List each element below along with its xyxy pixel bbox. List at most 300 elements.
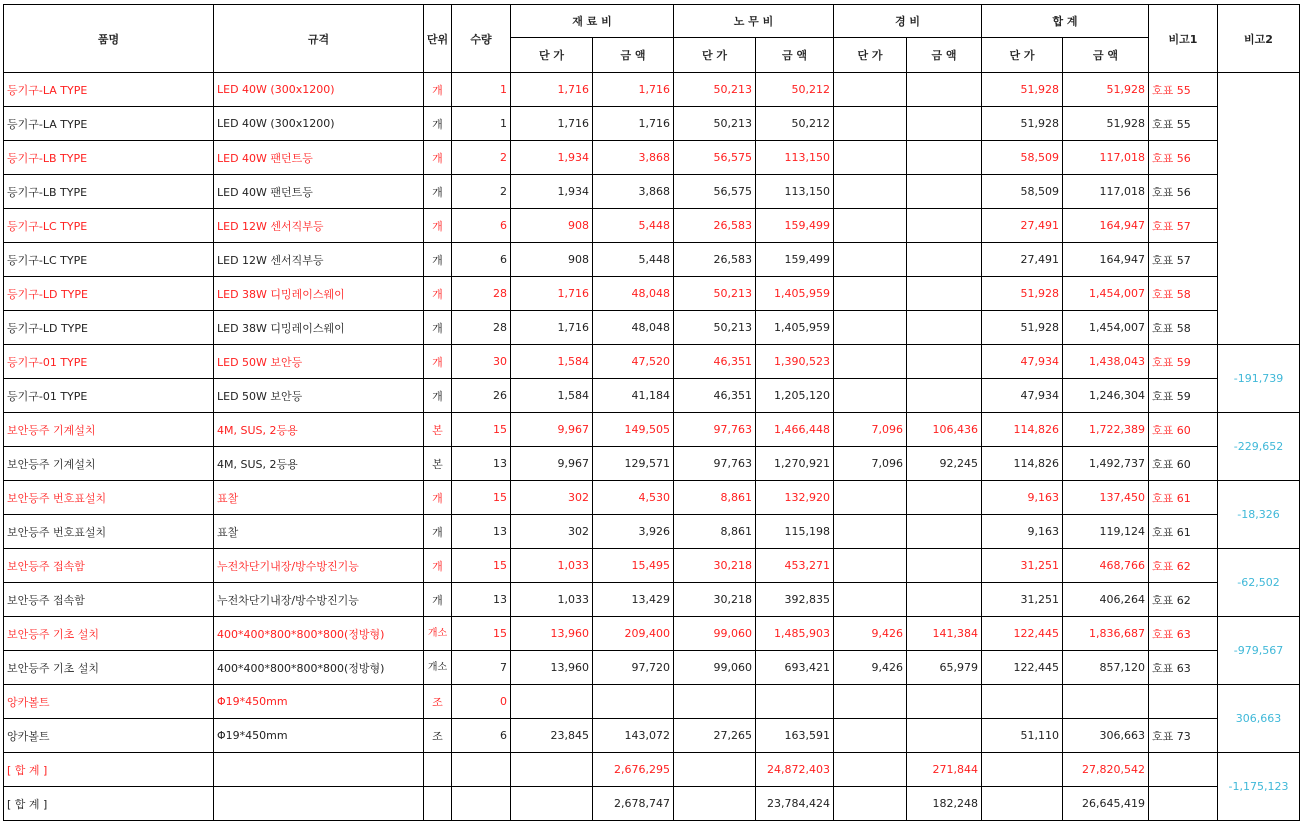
table-row <box>4 685 1300 719</box>
cell-labor-unit-price: 50,213 <box>674 311 756 345</box>
cell-qty: 13 <box>452 583 511 617</box>
header-material-amount: 금 액 <box>593 38 674 73</box>
cell-labor-unit-price: 97,763 <box>674 413 756 447</box>
cell-note1: 호표 59 <box>1149 379 1218 413</box>
cell-qty: 6 <box>452 209 511 243</box>
cell-expense-amount <box>907 311 982 345</box>
cell-labor-unit-price <box>674 753 756 787</box>
cell-material-amount: 48,048 <box>593 311 674 345</box>
cell-total-amount: 164,947 <box>1063 243 1149 277</box>
cell-note1 <box>1149 753 1218 787</box>
cell-material-amount: 2,676,295 <box>593 753 674 787</box>
cell-unit: 개 <box>424 583 452 617</box>
cell-expense-unit-price: 9,426 <box>834 651 907 685</box>
cell-spec: LED 40W 팬던트등 <box>214 175 424 209</box>
cell-total-amount: 51,928 <box>1063 107 1149 141</box>
cell-material-unit-price: 1,033 <box>511 583 593 617</box>
cell-note1: 호표 63 <box>1149 651 1218 685</box>
cell-note1: 호표 73 <box>1149 719 1218 753</box>
cell-expense-unit-price <box>834 685 907 719</box>
cell-labor-unit-price: 8,861 <box>674 481 756 515</box>
cell-material-amount: 15,495 <box>593 549 674 583</box>
cell-total-amount: 468,766 <box>1063 549 1149 583</box>
header-expense-unit-price: 단 가 <box>834 38 907 73</box>
cell-material-amount: 143,072 <box>593 719 674 753</box>
cell-material-unit-price: 1,033 <box>511 549 593 583</box>
table-row <box>4 787 1300 821</box>
cell-spec: LED 38W 디밍레이스웨이 <box>214 311 424 345</box>
cell-labor-amount: 1,205,120 <box>756 379 834 413</box>
cell-expense-unit-price <box>834 719 907 753</box>
cell-labor-unit-price: 97,763 <box>674 447 756 481</box>
cell-spec: LED 40W (300x1200) <box>214 73 424 107</box>
cell-total-amount: 1,454,007 <box>1063 311 1149 345</box>
cell-total-unit-price: 47,934 <box>982 345 1063 379</box>
header-total: 합 계 <box>982 5 1149 38</box>
cell-labor-unit-price: 46,351 <box>674 345 756 379</box>
cell-unit: 개 <box>424 175 452 209</box>
table-row <box>4 209 1300 243</box>
cell-total-amount: 1,246,304 <box>1063 379 1149 413</box>
cell-labor-amount: 132,920 <box>756 481 834 515</box>
cell-material-amount: 2,678,747 <box>593 787 674 821</box>
cell-expense-amount <box>907 175 982 209</box>
cell-labor-unit-price: 50,213 <box>674 107 756 141</box>
cell-labor-unit-price: 99,060 <box>674 617 756 651</box>
table-row <box>4 413 1300 447</box>
cell-labor-unit-price: 27,265 <box>674 719 756 753</box>
cell-qty: 1 <box>452 73 511 107</box>
header-material: 재 료 비 <box>511 5 674 38</box>
cell-name: 보안등주 번호표설치 <box>4 481 214 515</box>
cell-material-amount: 5,448 <box>593 209 674 243</box>
cell-total-unit-price: 31,251 <box>982 583 1063 617</box>
cell-name: 등기구-LA TYPE <box>4 73 214 107</box>
cell-labor-amount: 113,150 <box>756 141 834 175</box>
header-material-unit-price: 단 가 <box>511 38 593 73</box>
cell-spec <box>214 753 424 787</box>
cell-qty: 15 <box>452 481 511 515</box>
cell-material-amount: 5,448 <box>593 243 674 277</box>
cell-material-unit-price: 1,716 <box>511 73 593 107</box>
cell-note1: 호표 59 <box>1149 345 1218 379</box>
cell-note1 <box>1149 787 1218 821</box>
cell-labor-amount: 1,270,921 <box>756 447 834 481</box>
cell-expense-amount: 141,384 <box>907 617 982 651</box>
cell-name: 앙카볼트 <box>4 719 214 753</box>
cell-labor-unit-price: 46,351 <box>674 379 756 413</box>
cell-spec: LED 12W 센서직부등 <box>214 243 424 277</box>
cell-qty: 7 <box>452 651 511 685</box>
cell-note1: 호표 56 <box>1149 175 1218 209</box>
cell-labor-amount: 1,390,523 <box>756 345 834 379</box>
cell-labor-amount <box>756 685 834 719</box>
cell-total-unit-price: 47,934 <box>982 379 1063 413</box>
cell-note1: 호표 56 <box>1149 141 1218 175</box>
cell-note1: 호표 57 <box>1149 209 1218 243</box>
cell-spec: LED 50W 보안등 <box>214 379 424 413</box>
cell-material-unit-price: 302 <box>511 481 593 515</box>
cell-expense-unit-price <box>834 481 907 515</box>
cell-total-unit-price: 122,445 <box>982 617 1063 651</box>
cell-expense-amount <box>907 107 982 141</box>
cell-expense-unit-price <box>834 175 907 209</box>
cell-total-amount: 27,820,542 <box>1063 753 1149 787</box>
cell-note2: 306,663 <box>1218 685 1300 753</box>
cell-qty: 15 <box>452 413 511 447</box>
cost-sheet <box>3 4 1300 821</box>
cell-labor-amount: 159,499 <box>756 243 834 277</box>
cell-material-unit-price <box>511 753 593 787</box>
cell-note2: -979,567 <box>1218 617 1300 685</box>
cell-material-unit-price: 23,845 <box>511 719 593 753</box>
cell-total-unit-price: 9,163 <box>982 515 1063 549</box>
cell-material-amount: 3,868 <box>593 175 674 209</box>
table-row <box>4 753 1300 787</box>
cell-total-amount: 1,836,687 <box>1063 617 1149 651</box>
cell-total-unit-price: 114,826 <box>982 447 1063 481</box>
cell-total-amount: 1,438,043 <box>1063 345 1149 379</box>
cell-total-unit-price: 51,928 <box>982 277 1063 311</box>
cell-qty: 15 <box>452 617 511 651</box>
cell-qty: 2 <box>452 141 511 175</box>
cell-expense-amount: 65,979 <box>907 651 982 685</box>
cell-material-amount: 129,571 <box>593 447 674 481</box>
cell-total-unit-price: 58,509 <box>982 175 1063 209</box>
cell-qty: 6 <box>452 243 511 277</box>
cell-unit: 개소 <box>424 617 452 651</box>
cell-expense-amount <box>907 549 982 583</box>
cell-total-unit-price: 51,928 <box>982 73 1063 107</box>
cell-unit <box>424 753 452 787</box>
cell-labor-unit-price: 56,575 <box>674 175 756 209</box>
cell-labor-amount: 1,466,448 <box>756 413 834 447</box>
cell-unit: 개 <box>424 481 452 515</box>
cell-total-amount: 164,947 <box>1063 209 1149 243</box>
cell-total-amount: 1,454,007 <box>1063 277 1149 311</box>
table-row <box>4 583 1300 617</box>
cell-unit: 개소 <box>424 651 452 685</box>
cell-material-unit-price: 1,716 <box>511 107 593 141</box>
cell-name: [ 합 계 ] <box>4 753 214 787</box>
cell-name: 보안등주 접속함 <box>4 549 214 583</box>
cell-material-unit-price: 9,967 <box>511 447 593 481</box>
cell-expense-amount <box>907 73 982 107</box>
cell-labor-amount: 1,485,903 <box>756 617 834 651</box>
cell-unit <box>424 787 452 821</box>
cell-spec: 누전차단기내장/방수방진기능 <box>214 549 424 583</box>
cost-table <box>3 4 1300 821</box>
cell-unit: 조 <box>424 719 452 753</box>
cell-labor-unit-price <box>674 787 756 821</box>
table-row <box>4 141 1300 175</box>
cell-labor-amount: 159,499 <box>756 209 834 243</box>
cell-spec: Φ19*450mm <box>214 685 424 719</box>
cell-material-unit-price: 1,716 <box>511 311 593 345</box>
cell-material-amount: 149,505 <box>593 413 674 447</box>
cell-name: [ 합 계 ] <box>4 787 214 821</box>
cell-spec: LED 40W 팬던트등 <box>214 141 424 175</box>
cell-expense-amount <box>907 379 982 413</box>
cell-labor-unit-price <box>674 685 756 719</box>
cell-note1: 호표 60 <box>1149 413 1218 447</box>
cell-expense-amount <box>907 583 982 617</box>
cell-note2 <box>1218 73 1300 345</box>
cell-note1: 호표 60 <box>1149 447 1218 481</box>
cell-total-unit-price: 31,251 <box>982 549 1063 583</box>
cell-unit: 개 <box>424 141 452 175</box>
cell-expense-unit-price <box>834 379 907 413</box>
cell-material-amount: 1,716 <box>593 73 674 107</box>
cell-material-amount: 3,868 <box>593 141 674 175</box>
cell-labor-unit-price: 99,060 <box>674 651 756 685</box>
cell-expense-amount: 182,248 <box>907 787 982 821</box>
cell-expense-unit-price: 9,426 <box>834 617 907 651</box>
cell-total-amount: 51,928 <box>1063 73 1149 107</box>
cell-name: 보안등주 기초 설치 <box>4 617 214 651</box>
cell-qty: 6 <box>452 719 511 753</box>
cell-total-unit-price: 27,491 <box>982 209 1063 243</box>
table-row <box>4 345 1300 379</box>
cell-labor-unit-price: 30,218 <box>674 583 756 617</box>
cell-qty: 28 <box>452 311 511 345</box>
cell-qty <box>452 787 511 821</box>
cell-name: 등기구-LC TYPE <box>4 209 214 243</box>
table-row <box>4 447 1300 481</box>
header-qty: 수량 <box>452 5 511 73</box>
table-row <box>4 107 1300 141</box>
cell-total-amount: 406,264 <box>1063 583 1149 617</box>
cell-expense-amount <box>907 481 982 515</box>
cell-qty <box>452 753 511 787</box>
cell-labor-amount: 392,835 <box>756 583 834 617</box>
cell-note2: -18,326 <box>1218 481 1300 549</box>
cell-unit: 개 <box>424 209 452 243</box>
cell-expense-amount: 106,436 <box>907 413 982 447</box>
cell-expense-unit-price <box>834 787 907 821</box>
cell-expense-unit-price: 7,096 <box>834 447 907 481</box>
cell-unit: 본 <box>424 447 452 481</box>
cell-material-unit-price: 13,960 <box>511 617 593 651</box>
cell-name: 보안등주 접속함 <box>4 583 214 617</box>
cell-expense-unit-price <box>834 549 907 583</box>
cell-total-unit-price: 58,509 <box>982 141 1063 175</box>
cell-expense-amount <box>907 141 982 175</box>
cell-total-unit-price <box>982 787 1063 821</box>
cell-name: 보안등주 번호표설치 <box>4 515 214 549</box>
cell-labor-unit-price: 30,218 <box>674 549 756 583</box>
cell-note1: 호표 57 <box>1149 243 1218 277</box>
cell-name: 등기구-01 TYPE <box>4 379 214 413</box>
cell-note1 <box>1149 685 1218 719</box>
cell-labor-amount: 50,212 <box>756 107 834 141</box>
cell-total-amount: 137,450 <box>1063 481 1149 515</box>
cell-qty: 28 <box>452 277 511 311</box>
cell-expense-amount <box>907 243 982 277</box>
cell-expense-unit-price <box>834 141 907 175</box>
cell-material-unit-price: 13,960 <box>511 651 593 685</box>
table-body <box>4 73 1300 821</box>
header-labor-unit-price: 단 가 <box>674 38 756 73</box>
cell-material-unit-price <box>511 787 593 821</box>
table-row <box>4 73 1300 107</box>
cell-labor-unit-price: 26,583 <box>674 209 756 243</box>
cell-material-amount: 97,720 <box>593 651 674 685</box>
cell-qty: 13 <box>452 515 511 549</box>
cell-expense-unit-price <box>834 753 907 787</box>
cell-material-unit-price: 1,934 <box>511 175 593 209</box>
cell-unit: 개 <box>424 379 452 413</box>
table-row <box>4 311 1300 345</box>
cell-expense-unit-price <box>834 311 907 345</box>
cell-note1: 호표 62 <box>1149 583 1218 617</box>
cell-unit: 개 <box>424 515 452 549</box>
cell-spec: Φ19*450mm <box>214 719 424 753</box>
cell-material-amount: 4,530 <box>593 481 674 515</box>
cell-spec: 4M, SUS, 2등용 <box>214 413 424 447</box>
cell-total-amount: 117,018 <box>1063 175 1149 209</box>
cell-unit: 개 <box>424 311 452 345</box>
table-row <box>4 175 1300 209</box>
cell-name: 등기구-LD TYPE <box>4 277 214 311</box>
cell-total-unit-price: 51,110 <box>982 719 1063 753</box>
table-row <box>4 617 1300 651</box>
cell-note2: -229,652 <box>1218 413 1300 481</box>
cell-expense-unit-price <box>834 515 907 549</box>
cell-unit: 개 <box>424 277 452 311</box>
cell-spec: 표찰 <box>214 481 424 515</box>
cell-unit: 본 <box>424 413 452 447</box>
cell-total-unit-price: 27,491 <box>982 243 1063 277</box>
header-total-unit-price: 단 가 <box>982 38 1063 73</box>
cell-total-amount: 117,018 <box>1063 141 1149 175</box>
cell-spec: 400*400*800*800*800(정방형) <box>214 651 424 685</box>
cell-labor-unit-price: 26,583 <box>674 243 756 277</box>
cell-note1: 호표 58 <box>1149 311 1218 345</box>
cell-total-amount: 1,722,389 <box>1063 413 1149 447</box>
cell-material-unit-price: 302 <box>511 515 593 549</box>
table-row <box>4 379 1300 413</box>
cell-qty: 26 <box>452 379 511 413</box>
header-expense-amount: 금 액 <box>907 38 982 73</box>
cell-labor-amount: 163,591 <box>756 719 834 753</box>
cell-total-unit-price <box>982 685 1063 719</box>
header-note1: 비고1 <box>1149 5 1218 73</box>
cell-spec: LED 40W (300x1200) <box>214 107 424 141</box>
cell-unit: 개 <box>424 107 452 141</box>
cell-total-unit-price <box>982 753 1063 787</box>
cell-note1: 호표 55 <box>1149 107 1218 141</box>
cell-expense-unit-price <box>834 345 907 379</box>
cell-note2: -62,502 <box>1218 549 1300 617</box>
table-row <box>4 515 1300 549</box>
cell-name: 등기구-LD TYPE <box>4 311 214 345</box>
cell-labor-amount: 453,271 <box>756 549 834 583</box>
cell-total-unit-price: 114,826 <box>982 413 1063 447</box>
cell-note2: -191,739 <box>1218 345 1300 413</box>
cell-total-amount: 119,124 <box>1063 515 1149 549</box>
header-unit: 단위 <box>424 5 452 73</box>
cell-name: 등기구-LB TYPE <box>4 141 214 175</box>
cell-unit: 개 <box>424 345 452 379</box>
cell-name: 등기구-LA TYPE <box>4 107 214 141</box>
cell-note1: 호표 62 <box>1149 549 1218 583</box>
cell-labor-amount: 50,212 <box>756 73 834 107</box>
cell-unit: 개 <box>424 73 452 107</box>
cell-qty: 13 <box>452 447 511 481</box>
table-row <box>4 719 1300 753</box>
cell-expense-amount <box>907 277 982 311</box>
cell-spec: LED 50W 보안등 <box>214 345 424 379</box>
cell-labor-amount: 1,405,959 <box>756 311 834 345</box>
cell-note2: -1,175,123 <box>1218 753 1300 821</box>
cell-name: 보안등주 기계설치 <box>4 413 214 447</box>
header-expense: 경 비 <box>834 5 982 38</box>
cell-total-amount <box>1063 685 1149 719</box>
cell-total-unit-price: 51,928 <box>982 107 1063 141</box>
cell-material-unit-price: 1,584 <box>511 379 593 413</box>
cell-note1: 호표 61 <box>1149 481 1218 515</box>
cell-spec: LED 12W 센서직부등 <box>214 209 424 243</box>
cell-note1: 호표 63 <box>1149 617 1218 651</box>
cell-expense-amount: 271,844 <box>907 753 982 787</box>
cell-expense-unit-price: 7,096 <box>834 413 907 447</box>
cell-total-unit-price: 51,928 <box>982 311 1063 345</box>
cell-total-unit-price: 122,445 <box>982 651 1063 685</box>
cell-expense-amount <box>907 685 982 719</box>
header-name: 품명 <box>4 5 214 73</box>
cell-qty: 0 <box>452 685 511 719</box>
cell-material-unit-price: 1,716 <box>511 277 593 311</box>
cell-name: 등기구-LB TYPE <box>4 175 214 209</box>
header-note2: 비고2 <box>1218 5 1300 73</box>
cell-labor-unit-price: 56,575 <box>674 141 756 175</box>
cell-labor-amount: 23,784,424 <box>756 787 834 821</box>
cell-material-amount: 1,716 <box>593 107 674 141</box>
cell-spec: 4M, SUS, 2등용 <box>214 447 424 481</box>
table-row <box>4 651 1300 685</box>
cell-unit: 개 <box>424 549 452 583</box>
cell-material-amount: 41,184 <box>593 379 674 413</box>
header-total-amount: 금 액 <box>1063 38 1149 73</box>
cell-qty: 2 <box>452 175 511 209</box>
cell-expense-amount <box>907 345 982 379</box>
cell-spec: 400*400*800*800*800(정방형) <box>214 617 424 651</box>
cell-total-unit-price: 9,163 <box>982 481 1063 515</box>
cell-material-unit-price: 1,584 <box>511 345 593 379</box>
cell-material-unit-price: 908 <box>511 243 593 277</box>
cell-material-amount: 3,926 <box>593 515 674 549</box>
cell-spec: 누전차단기내장/방수방진기능 <box>214 583 424 617</box>
cell-labor-unit-price: 50,213 <box>674 73 756 107</box>
cell-material-amount: 47,520 <box>593 345 674 379</box>
cell-expense-amount <box>907 209 982 243</box>
cell-expense-unit-price <box>834 583 907 617</box>
cell-expense-amount: 92,245 <box>907 447 982 481</box>
cell-note1: 호표 58 <box>1149 277 1218 311</box>
cell-labor-amount: 115,198 <box>756 515 834 549</box>
cell-total-amount: 857,120 <box>1063 651 1149 685</box>
cell-expense-unit-price <box>834 243 907 277</box>
cell-qty: 1 <box>452 107 511 141</box>
cell-name: 보안등주 기초 설치 <box>4 651 214 685</box>
cell-material-unit-price: 9,967 <box>511 413 593 447</box>
cell-material-amount: 48,048 <box>593 277 674 311</box>
header-labor-amount: 금 액 <box>756 38 834 73</box>
cell-name: 등기구-LC TYPE <box>4 243 214 277</box>
cell-spec <box>214 787 424 821</box>
table-row <box>4 549 1300 583</box>
